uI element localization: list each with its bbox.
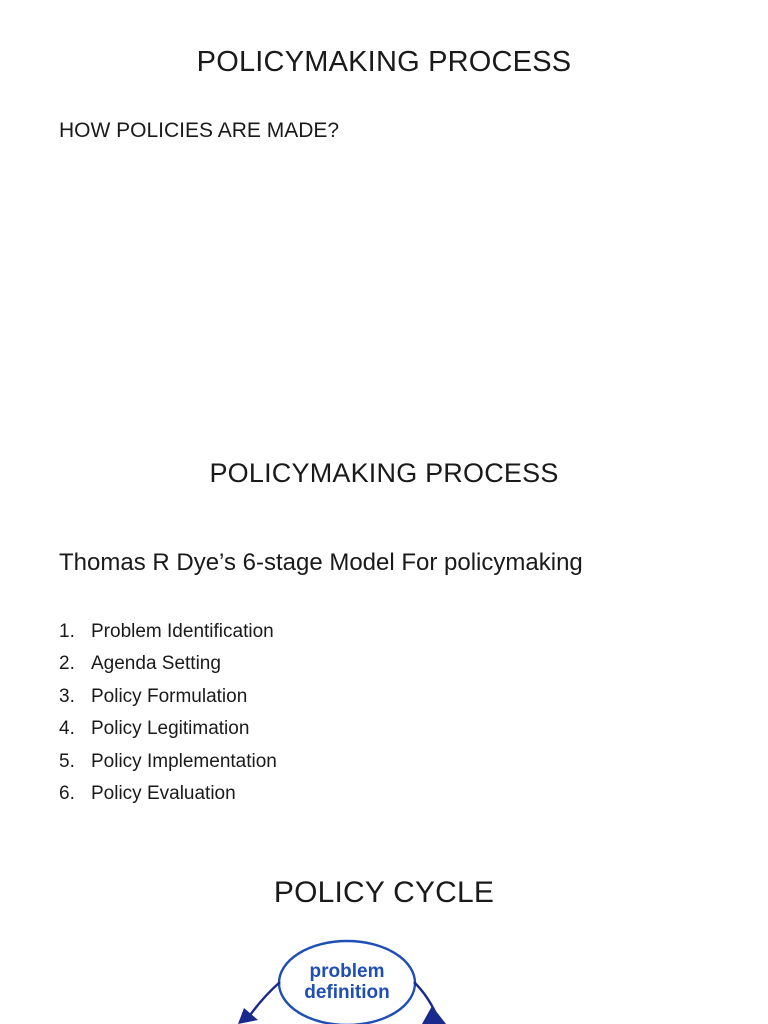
problem-definition-label (276, 961, 418, 1003)
stage-label: Policy Formulation (91, 685, 248, 707)
list-item (59, 654, 277, 686)
node-label-line2: definition (304, 982, 390, 1003)
stage-number: 6. (59, 782, 75, 804)
stage-number: 2. (59, 653, 75, 675)
stage-list (59, 622, 277, 816)
right-arrowhead-icon (422, 1006, 446, 1024)
slide1-subtitle: HOW POLICIES ARE MADE? (59, 119, 340, 142)
stage-number: 3. (59, 685, 75, 707)
stage-label: Policy Evaluation (91, 782, 236, 804)
stage-label: Problem Identification (91, 621, 274, 642)
list-item (59, 719, 277, 751)
stage-label: Policy Legitimation (91, 718, 250, 740)
model-heading: Thomas R Dye’s 6-stage Model For policymaking (59, 549, 583, 576)
stage-number: 5. (59, 750, 75, 772)
node-label-line1: problem (309, 961, 385, 982)
list-item (59, 622, 277, 654)
policy-cycle-diagram (0, 930, 768, 1024)
slide3-title: POLICY CYCLE (273, 876, 495, 909)
stage-number: 4. (59, 718, 75, 740)
list-item (59, 784, 277, 816)
slide2-title: POLICYMAKING PROCESS (209, 458, 559, 488)
slide1-title: POLICYMAKING PROCESS (196, 46, 572, 78)
list-item (59, 687, 277, 719)
stage-label: Policy Implementation (91, 750, 277, 772)
stage-number: 1. (59, 621, 75, 642)
list-item (59, 752, 277, 784)
stage-label: Agenda Setting (91, 653, 221, 675)
